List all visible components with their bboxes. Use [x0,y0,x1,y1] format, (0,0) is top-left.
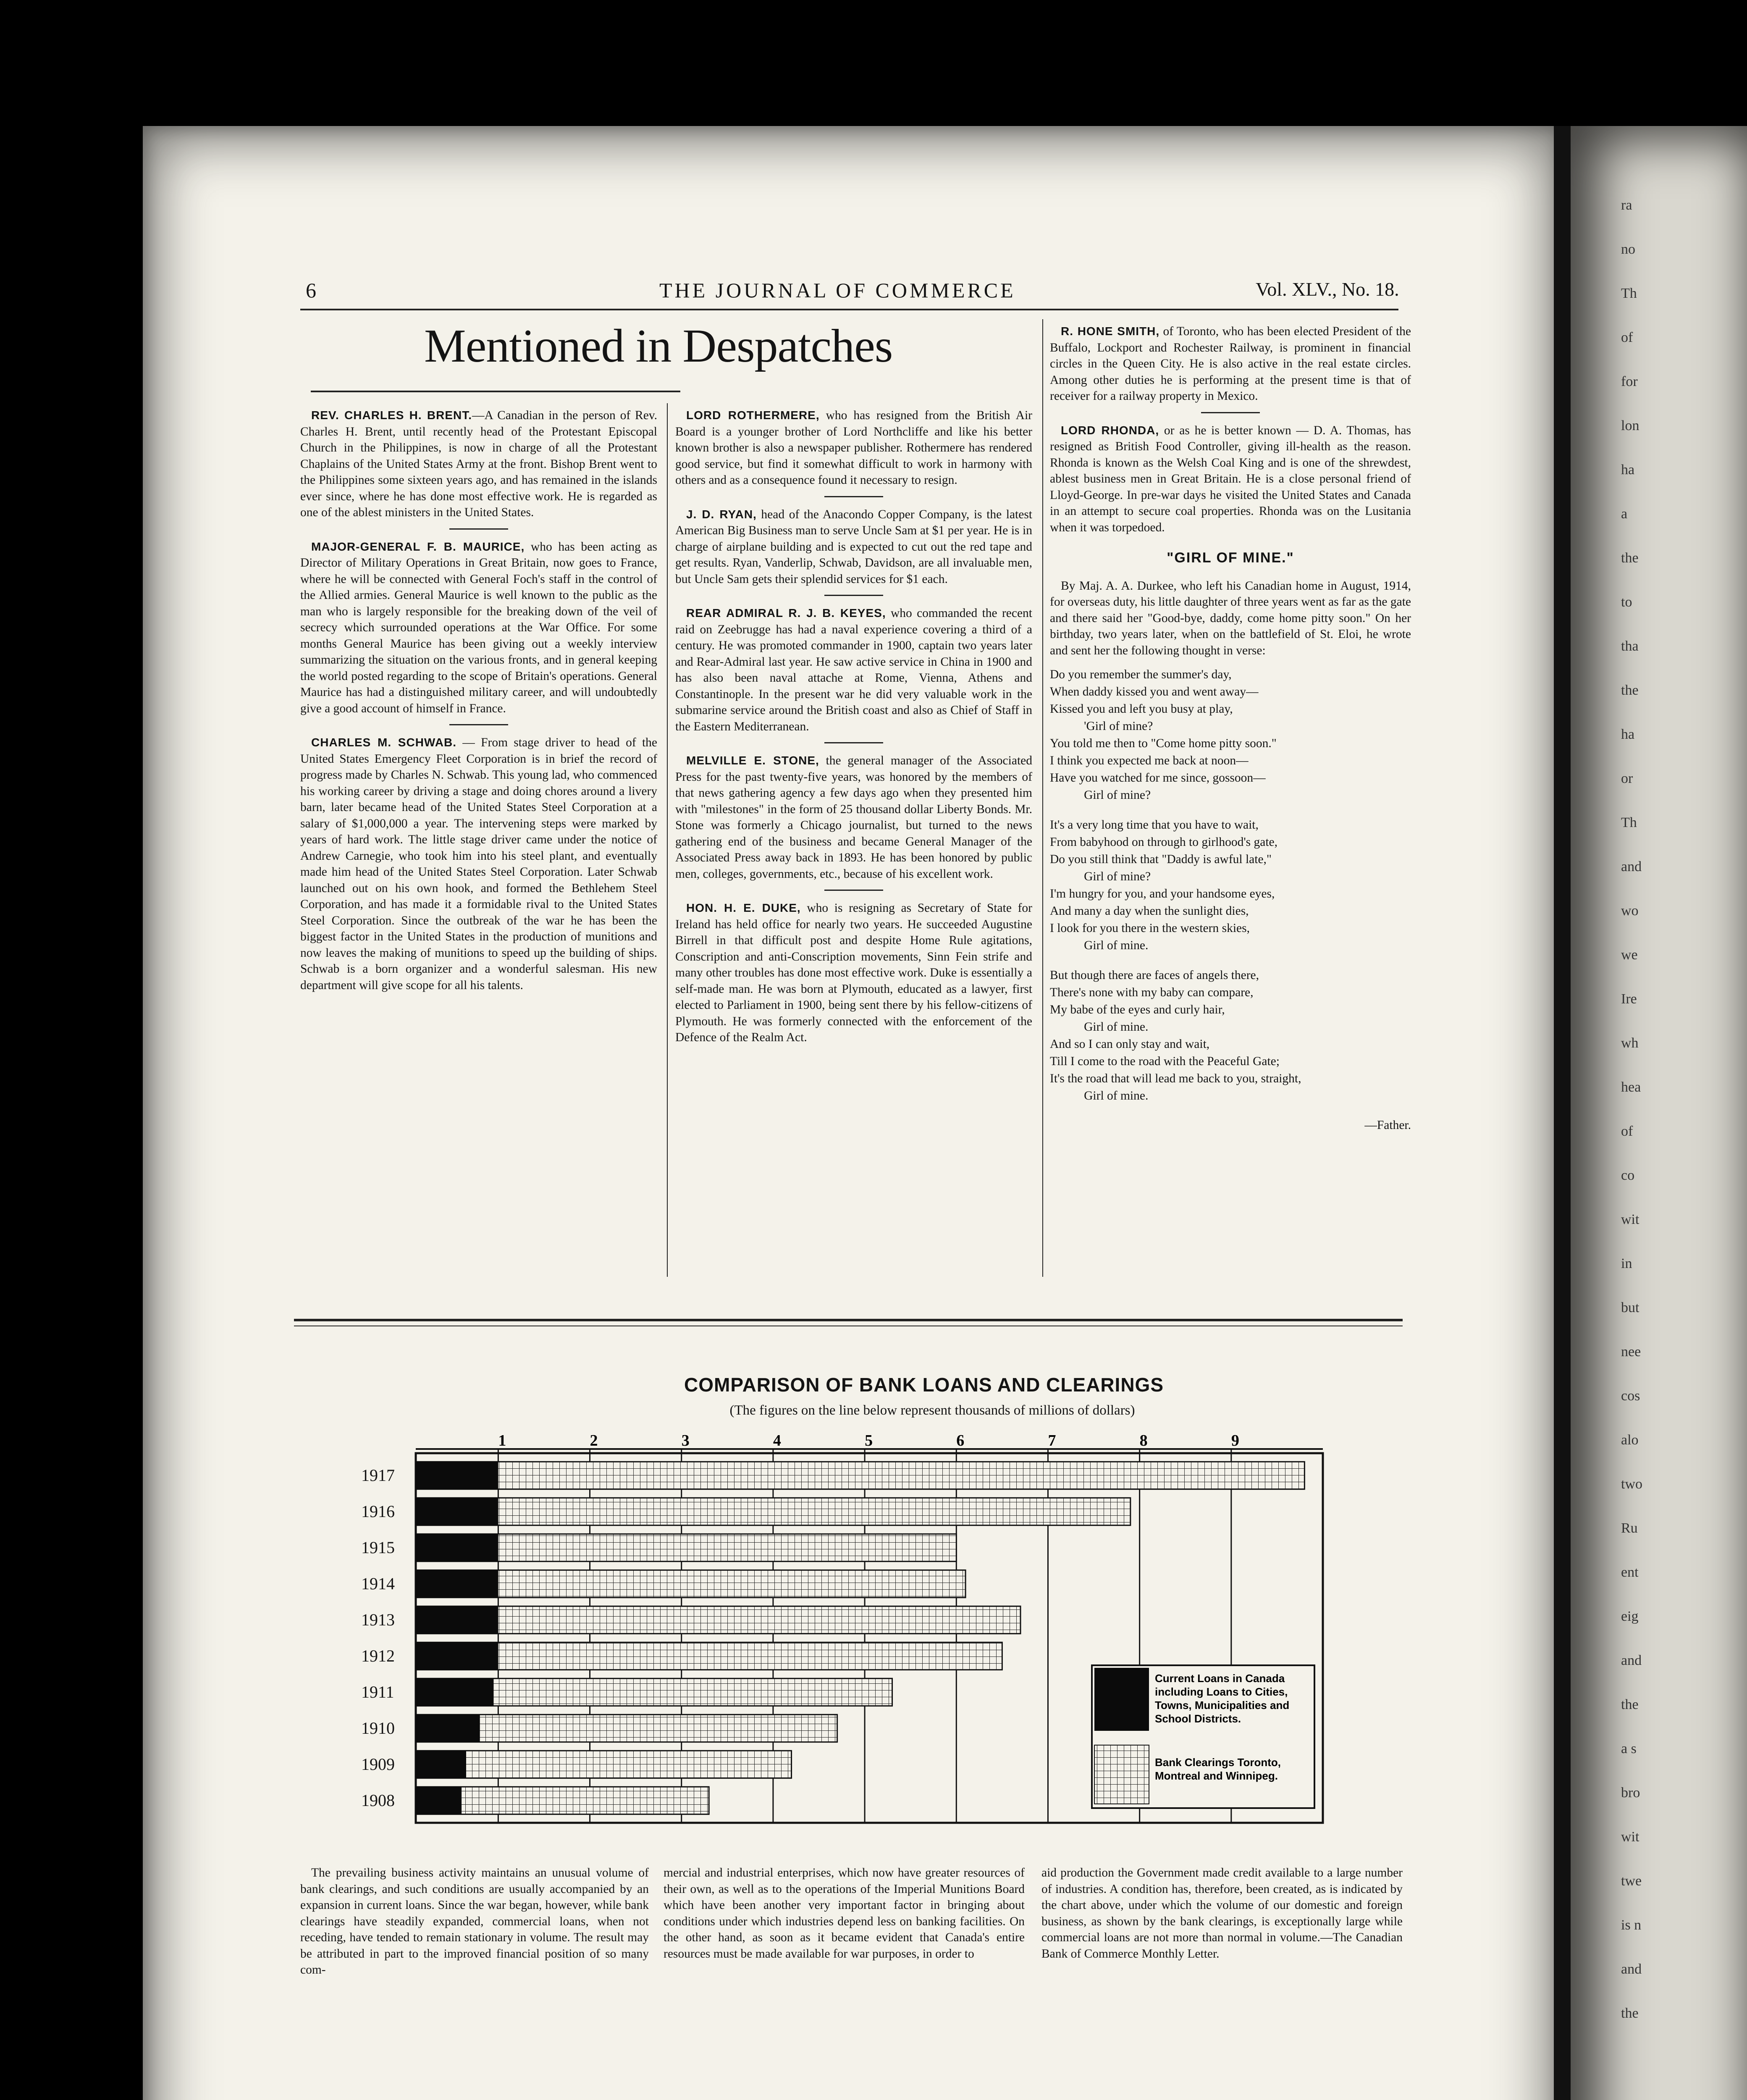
chart-tick-label: 3 [681,1432,690,1449]
article-paragraph [300,539,657,717]
chart-year-label: 1912 [361,1646,395,1665]
loans-bar [416,1751,466,1778]
bottom-paragraph: aid production the Government made credit available to a large number of industries. A condition has, therefore, been created, as is indicated by the chart above, under which the volume of our domestic and foreign business, as shown by the bank clearings, is exceptionally large while commercial loans are not more than normal in volume.—The Canadian Bank of Commerce Monthly Letter. [1041,1866,1403,1961]
next-page-fragment: co [1621,1168,1635,1183]
chart-tick-label: 4 [773,1432,781,1449]
next-page-fragment: twe [1621,1873,1642,1889]
next-page-fragment: for [1621,374,1638,389]
poem-signature: —Father. [1364,1118,1411,1132]
chart-year-label: 1917 [361,1466,395,1485]
next-page-fragment: eig [1621,1609,1639,1624]
bottom-column-2 [664,1865,1025,1962]
chart-year-label: 1916 [361,1502,395,1521]
poem-stanza [1050,967,1411,1105]
next-page-fragment: Ru [1621,1520,1638,1536]
article-text: or as he is better known — D. A. Thomas, has resigned as British Food Controller, giving ill-health as the reason. Rhonda is known as the Welsh Coal King and is one of the shrewdest, ablest business men in Great Britain. He is a close personal friend of Lloyd-George. In pre-war days he visited the United States and Canada in an attempt to secure coal properties. Rhonda was on the Lusitania when it was torpedoed. [1050,423,1411,534]
journal-title: THE JOURNAL OF COMMERCE [659,278,1016,302]
next-page-fragment: Ire [1621,991,1637,1007]
next-page-fragment: a s [1621,1741,1637,1756]
chart-tick-label: 7 [1048,1432,1056,1449]
article-heading: REAR ADMIRAL R. J. B. KEYES, [686,606,886,620]
legend-label: Current Loans in Canada including Loans to Cities, Towns, Municipalities and School Districts. [1155,1672,1290,1725]
column-divider [1042,319,1043,1277]
clearings-bar [416,1498,1131,1525]
article-paragraph [1050,323,1411,404]
article-separator [824,595,883,596]
article-heading: MAJOR-GENERAL F. B. MAURICE, [311,540,525,553]
chart-tick-label: 5 [865,1432,873,1449]
next-page-fragment: Th [1621,815,1637,830]
article-heading: R. HONE SMITH, [1061,325,1160,338]
legend-swatch-clearings [1094,1745,1149,1804]
loans-bar [416,1714,480,1742]
poem-intro: By Maj. A. A. Durkee, who left his Canadian home in August, 1914, for overseas duty, his little daughter of three years went as far as the gate and there said her "Good-bye, daddy, come home pitty soon." On her birthday, two years later, when on the battlefield of St. Eloi, he wrote and sent her the following thought in verse: [1050,579,1411,657]
poem-line: Do you remember the summer's day, [1050,668,1232,681]
clearings-bar [416,1606,1020,1633]
loans-bar [416,1606,498,1633]
article-text: —A Canadian in the person of Rev. Charles H. Brent, until recently head of the Protestant Episcopal Church in the Philippines, is now in charge of all the Protestant Chaplains of the United States Army at the front. Bishop Brent went to the Philippines some sixteen years ago, and has remained in the islands ever since, where he has done most effective work. He is regarded as one of the ablest ministers in the United States. [300,409,657,519]
poem-line: When daddy kissed you and went away— [1050,685,1259,698]
clearings-bar [416,1642,1002,1670]
article-separator [824,742,883,743]
next-page-fragment: alo [1621,1432,1639,1448]
loans-bar [416,1787,462,1814]
bottom-paragraph: mercial and industrial enterprises, which now have greater resources of their own, as well as to the operations of the Imperial Munitions Board which have been another very important factor in bringing about conditions under which industries depend less on banking facilities. On the other hand, as soon as it became evident that Canada's entire resources must be made available for war purposes, in order to [664,1866,1025,1961]
next-page-fragment: the [1621,682,1639,698]
volume-number: Vol. XLV., No. 18. [1256,278,1399,300]
chart-year-label: 1911 [361,1683,394,1701]
article-text: who commanded the recent raid on Zeebrugge has had a naval experience covering a third of a century. He was promoted commander in 1900, captain two years later and Rear-Admiral last year. He saw active service in China in 1900 and has also been naval attache at Rome, Vienna, Athens and Constantinople. In the present war he did very valuable work in the submarine service around the British coast and also as Chief of Staff in the Eastern Mediterranean. [675,606,1032,733]
next-page-fragment: the [1621,1697,1639,1712]
loans-bar [416,1534,498,1561]
next-page-fragment: a [1621,506,1628,522]
title-rule [311,391,680,392]
poem-line: My babe of the eyes and curly hair, [1050,1003,1225,1016]
next-page-fragment: wit [1621,1829,1639,1845]
chart-tick-label: 2 [590,1432,598,1449]
article-text: who is resigning as Secretary of State for Ireland has held office for nearly two years. He succeeded Augustine Birrell in that difficult post and despite Home Rule agitations, Conscription and anti-Conscription movements, Sinn Fein strife and many other troubles has done most effective work. Duke is essentially a self-made man. He was born at Plymouth, educated as a lawyer, first elected to Parliament in 1900, being sent there by his fellow-citizens of Plymouth. He was formerly connected with the enforcement of the Defence of the Realm Act. [675,901,1032,1044]
chart-year-label: 1915 [361,1538,395,1557]
loans-bar [416,1642,498,1670]
article-heading: MELVILLE E. STONE, [686,754,819,767]
article-paragraph [675,900,1032,1046]
poem-line: Kissed you and left you busy at play, [1050,702,1233,716]
next-page-fragment: tha [1621,638,1639,654]
poem-line: From babyhood on through to girlhood's gate, [1050,835,1278,849]
article-heading: HON. H. E. DUKE, [686,901,801,914]
article-heading: J. D. RYAN, [686,507,757,521]
article-separator [449,724,508,725]
poem-line: Girl of mine. [1050,1020,1149,1034]
next-page-fragment: of [1621,1124,1633,1139]
article-heading: LORD RHONDA, [1061,423,1159,437]
poem-line: I think you expected me back at noon— [1050,754,1249,767]
poem-line: Girl of mine? [1050,870,1151,883]
next-page-fragment: bro [1621,1785,1640,1801]
scan-border [0,0,1747,97]
next-page-fragment: we [1621,947,1638,963]
article-paragraph [675,753,1032,882]
article-text: of Toronto, who has been elected President of the Buffalo, Lockport and Rochester Railway, is prominent in financial circles in the Queen City. He is also active in the real estate circles. Among other duties he is performing at the present time is that of receiver for a railway property in Mexico. [1050,325,1411,403]
next-page-fragment: but [1621,1300,1639,1315]
article-paragraph [300,735,657,993]
chart-tick-label: 8 [1139,1432,1148,1449]
poem-line: But though there are faces of angels there, [1050,969,1259,982]
chart-title: COMPARISON OF BANK LOANS AND CLEARINGS [684,1374,1164,1396]
next-page-fragment: to [1621,594,1632,610]
column-3 [1050,323,1411,1134]
article-text: head of the Anacondo Copper Company, is the latest American Big Business man to serve Uncle Sam at $1 per year. He is in charge of airplane building and is expected to cut out the red tape and get results. Ryan, Vanderlip, Schwab, Davidson, are all invaluable men, but Uncle Sam gets their splendid services for $1 each. [675,507,1033,586]
next-page-fragment: two [1621,1476,1642,1492]
next-page-fragment: ha [1621,462,1635,478]
next-page-fragment: and [1621,859,1642,874]
next-page-fragment: wo [1621,903,1639,919]
article-heading: REV. CHARLES H. BRENT. [311,409,472,422]
bank-chart [412,1428,1327,1831]
loans-bar [416,1462,498,1489]
poem-line: I'm hungry for you, and your handsome eyes, [1050,887,1275,900]
chart-tick-label: 9 [1231,1432,1239,1449]
article-separator [1201,412,1260,413]
next-page-fragment: of [1621,330,1633,345]
poem-line: Girl of mine. [1050,1089,1149,1102]
article-heading: LORD ROTHERMERE, [686,409,820,422]
bottom-column-3 [1041,1865,1403,1962]
next-page-fragment: wh [1621,1035,1639,1051]
poem-line: There's none with my baby can compare, [1050,986,1254,999]
chart-year-label: 1913 [361,1610,395,1629]
article-separator [449,528,508,530]
legend-swatch-loans [1094,1668,1149,1731]
column-divider [667,403,668,1277]
poem-line: I look for you there in the western skies, [1050,921,1250,935]
article-text: the general manager of the Associated Press for the past twenty-five years, was honored by the members of that news gathering agency a few days ago when they presented him with "milestones" in the form of 25 thousand dollar Liberty Bonds. Mr. Stone was formerly a Chicago journalist, but turned to the news gathering end of the business and became General Manager of the Associated Press away back in 1893. He has been honored by public men, colleges, governments, etc., because of his excellent work. [675,754,1032,881]
poem-stanza [1050,816,1411,954]
column-2 [675,407,1032,1053]
poem-line: 'Girl of mine? [1050,719,1153,733]
poem-line: Do you still think that "Daddy is awful late," [1050,853,1272,866]
article-text: who has resigned from the British Air Board is a younger brother of Lord Northcliffe and like his better known brother is also a newspaper publisher. Rothermere has rendered good service, but find it somewhat difficult to work in harmony with others and as a consequence found it necessary to resign. [675,409,1033,487]
article-paragraph [300,407,657,521]
poem-line: And so I can only stay and wait, [1050,1037,1210,1051]
next-page-fragment: or [1621,771,1633,786]
page-number: 6 [306,278,316,302]
next-page-fragment: ent [1621,1564,1639,1580]
poem-title: "GIRL OF MINE." [1167,550,1294,566]
loans-bar [416,1570,498,1597]
clearings-bar [416,1462,1304,1489]
article-text: who has been acting as Director of Military Operations in Great Britain, now goes to France, where he will be connected with General Foch's staff in the control of the Allied armies. General Maurice is well known to the public as the man who is largely responsible for the breaking down of the veil of secrecy which surrounded operations at the War Office. For some months General Maurice has been giving out a weekly interview summarizing the situation on the various fronts, and in general keeping the world posted regarding to the scope of Britain's operations. General Maurice has had a distinguished military career, and will undoubtedly give a good account of himself in France. [300,540,658,715]
next-page-fragment: cos [1621,1388,1640,1404]
next-page-fragment: and [1621,1653,1642,1668]
next-page-fragment: nee [1621,1344,1641,1360]
page-title: Mentioned in Despatches [424,320,893,372]
next-page-fragment: in [1621,1256,1632,1271]
chart-year-label: 1909 [361,1755,395,1774]
next-page-fragment: is n [1621,1917,1642,1933]
next-page-fragment: lon [1621,418,1639,433]
column-1 [300,407,657,1001]
article-separator [824,496,883,497]
clearings-bar [416,1751,792,1778]
clearings-bar [416,1570,965,1597]
article-paragraph [1050,423,1411,536]
poem-line: Till I come to the road with the Peaceful Gate; [1050,1055,1280,1068]
section-rule [294,1319,1403,1321]
article-separator [824,890,883,891]
chart-tick-label: 1 [498,1432,506,1449]
poem-verses [1050,666,1411,1105]
next-page-fragment: Th [1621,286,1637,301]
article-paragraph [675,507,1032,588]
poem-line: Girl of mine? [1050,788,1151,802]
article-paragraph [675,605,1032,735]
next-page-fragment: the [1621,2006,1639,2021]
loans-bar [416,1678,493,1706]
chart-year-label: 1910 [361,1719,395,1738]
chart-tick-label: 6 [956,1432,965,1449]
next-page-fragment: the [1621,550,1639,566]
chart-year-label: 1914 [361,1574,395,1593]
poem-stanza [1050,666,1411,804]
poem-line: Girl of mine. [1050,939,1149,952]
next-page-fragment: wit [1621,1212,1639,1227]
next-page-fragment: hea [1621,1079,1641,1095]
loans-bar [416,1498,498,1525]
bottom-column-1 [300,1865,649,1978]
chart-subtitle: (The figures on the line below represent thousands of millions of dollars) [729,1403,1135,1418]
legend-label: Bank Clearings Toronto, Montreal and Winnipeg. [1155,1756,1281,1782]
poem-line: Have you watched for me since, gossoon— [1050,771,1266,785]
article-heading: CHARLES M. SCHWAB. [311,736,457,749]
article-paragraph [675,407,1032,488]
next-page-fragment: ra [1621,197,1632,213]
poem-line: It's the road that will lead me back to you, straight, [1050,1072,1301,1085]
header-rule [300,309,1398,310]
chart-year-label: 1908 [361,1791,395,1810]
bottom-paragraph: The prevailing business activity maintains an unusual volume of bank clearings, and such conditions are usually accompanied by an expansion in current loans. Since the war began, however, while bank clearings have steadily expanded, commercial loans, when not receding, have tended to remain stationary in volume. The result may be attributed in part to the improved financial position of so many com- [300,1866,649,1977]
poem-line: And many a day when the sunlight dies, [1050,904,1249,918]
next-page-fragment: and [1621,1961,1642,1977]
chart-year-labels [361,1445,412,1823]
next-page-fragment: ha [1621,727,1635,742]
adjacent-page-edge [1571,126,1747,2100]
poem-line: It's a very long time that you have to wait, [1050,818,1259,832]
next-page-fragment: no [1621,242,1635,257]
article-text: — From stage driver to head of the United States Emergency Fleet Corporation is in brief the record of progress made by Charles N. Schwab. This young lad, who commenced his working career by driving a stage and doing chores around a livery barn, later became head of the United States Steel Corporation at a salary of $1,000,000 a year. The intervening steps were marked by years of hard work. The little stage driver came under the notice of Andrew Carnegie, who took him into his steel plant, and eventually made him head of the United States Steel Corporation. Later Schwab launched out on his own hook, and formed the Bethlehem Steel Corporation, and has made it a formidable rival to the United States Steel Corporation. Since the outbreak of the war he has been the biggest factor in the United States in the production of munitions and now leaves the making of munitions to speed up the building of ships. Schwab is a born organizer and a wonderful salesman. His new department will give scope for all his talents. [300,736,657,992]
poem-line: You told me then to "Come home pitty soon." [1050,737,1277,750]
